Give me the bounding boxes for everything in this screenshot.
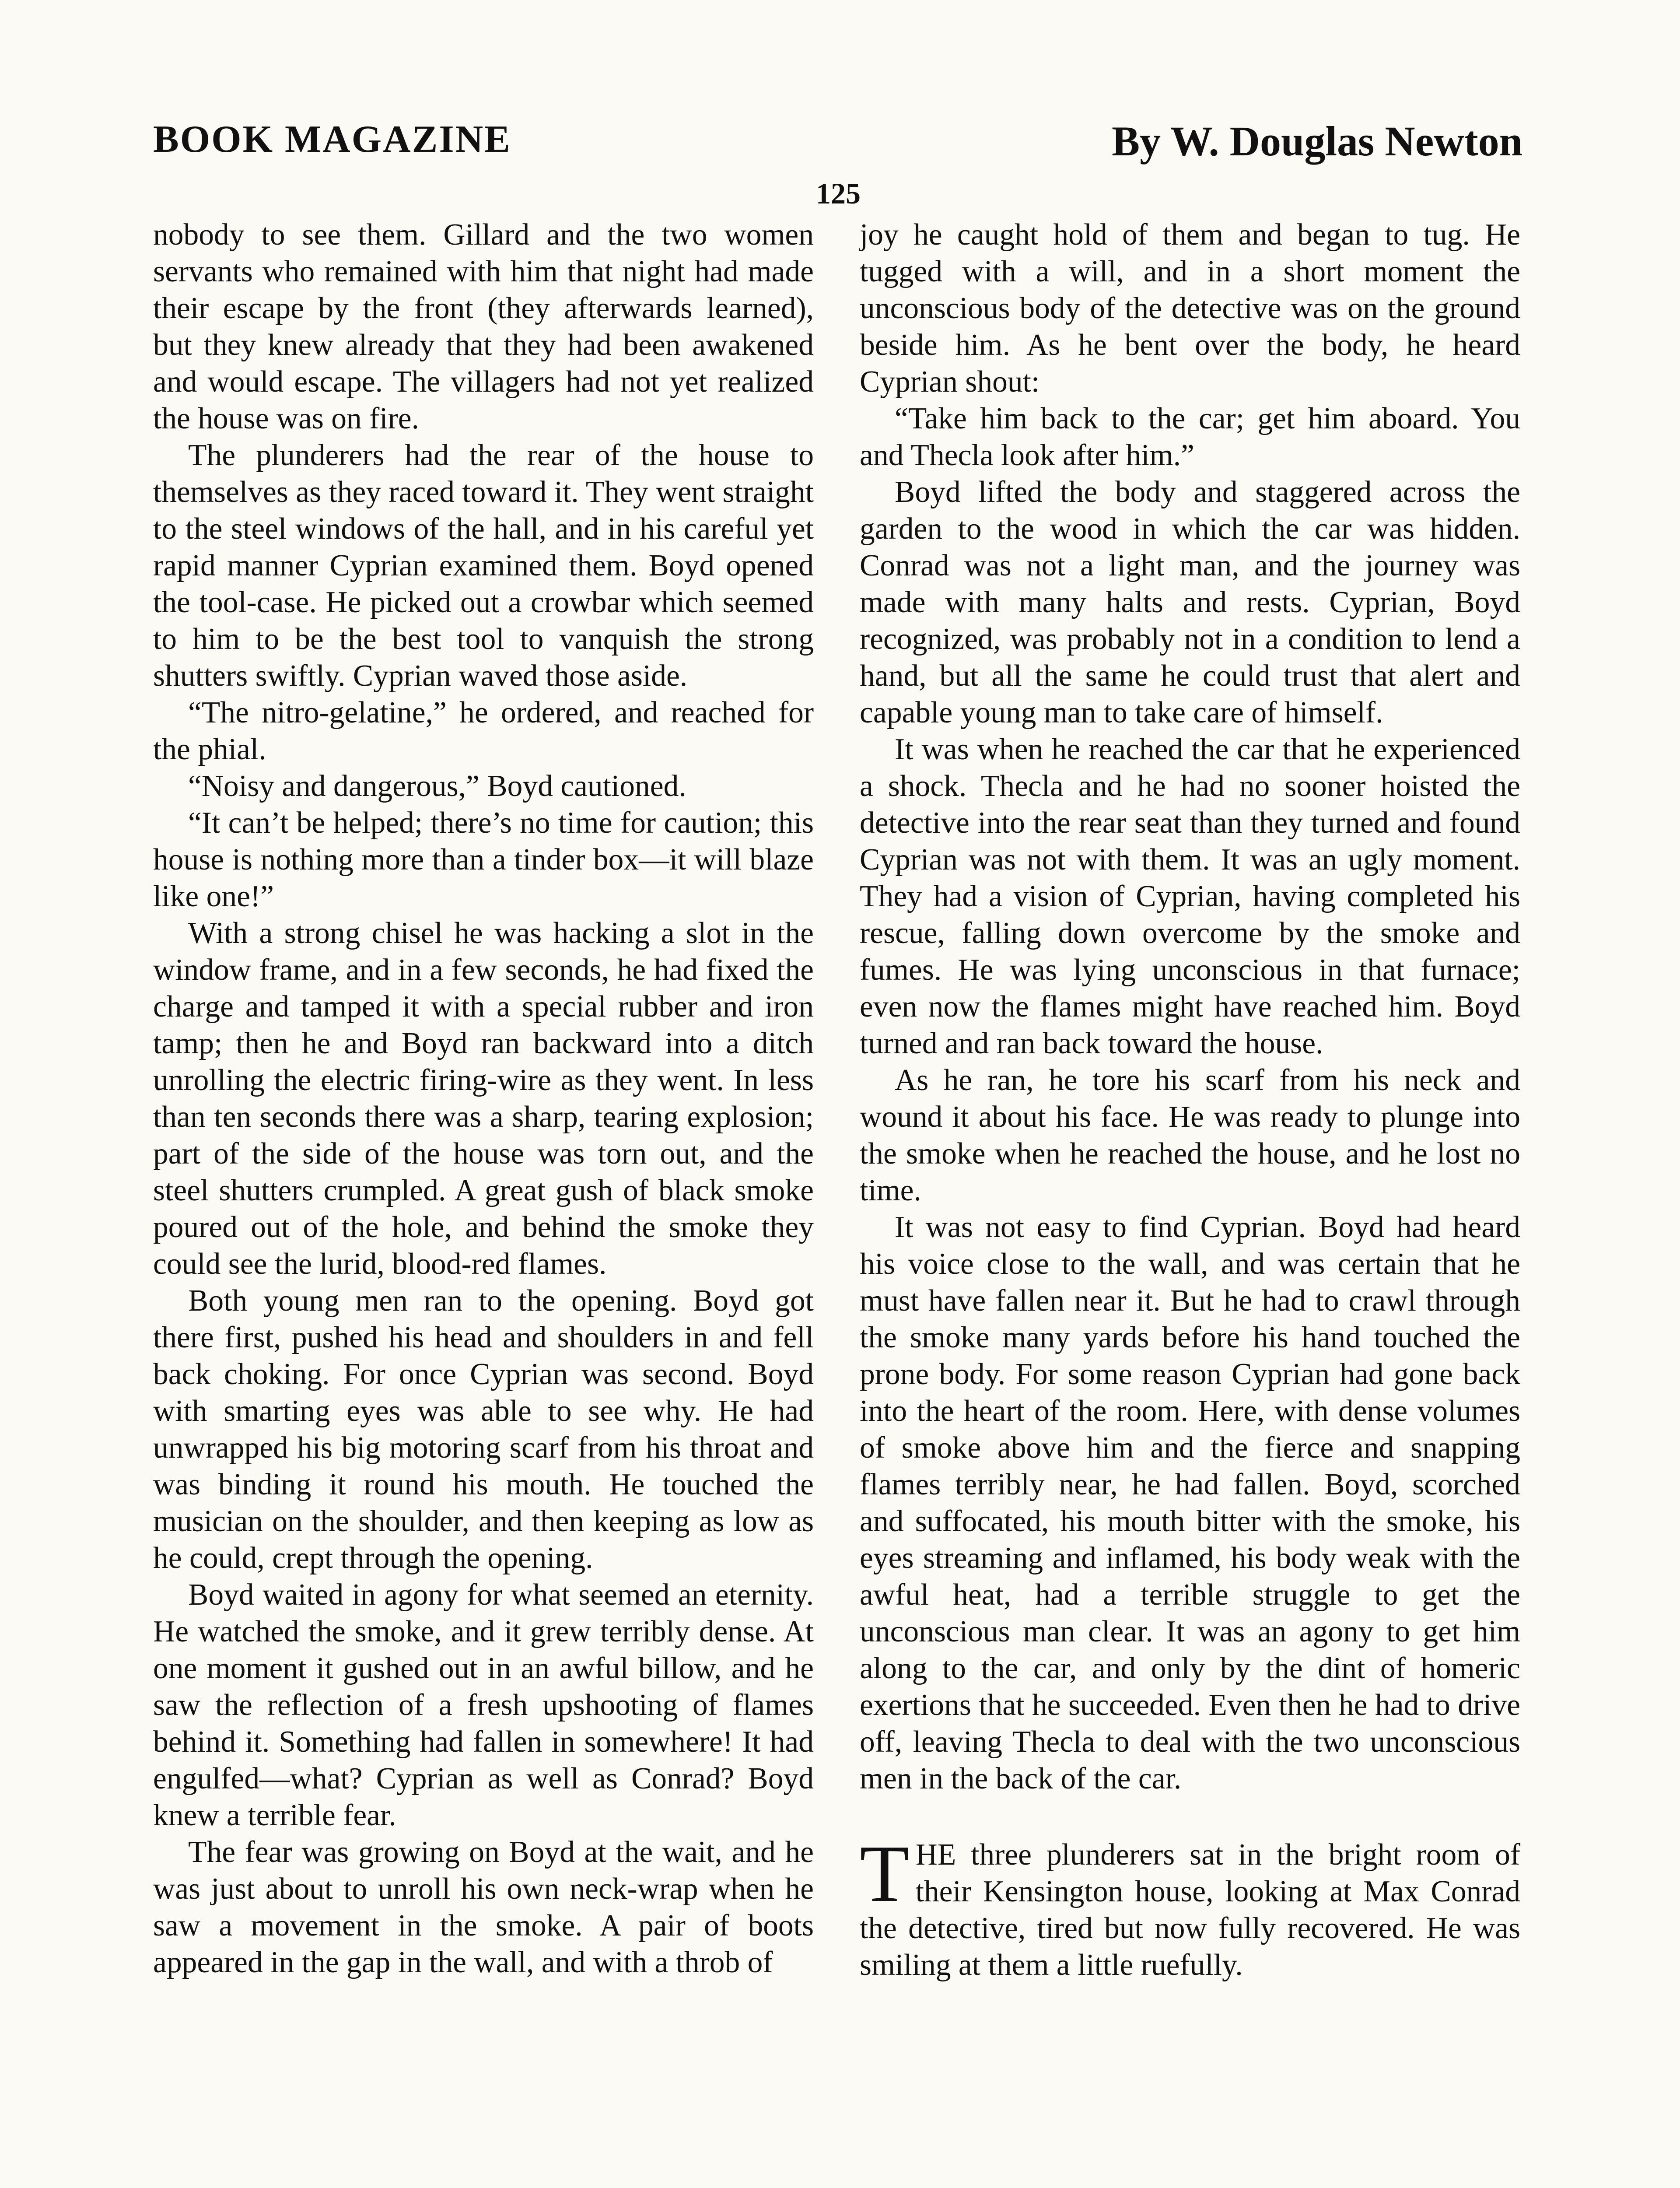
paragraph: It was when he reached the car that he experienced a shock. Thecla and he had no sooner hoisted the detective into the rear seat than they turned and found Cyprian was not with them. It was an ugly moment. They had a vision of Cyprian, having completed his rescue, falling down overcome by the smoke and fumes. He was lying unconscious in that furnace; even now the flames might have reached him. Boyd turned and ran back toward the house. <box>860 733 1520 1060</box>
section-opening-paragraph <box>860 1829 1520 1984</box>
paragraph: Both young men ran to the opening. Boyd got there first, pushed his head and shoulders in and fell back choking. For once Cyprian was second. Boyd with smarting eyes was able to see why. He had unwrapped his big motoring scarf from his throat and was binding it round his mouth. He touched the musician on the shoulder, and then keeping as low as he could, crept through the opening. <box>153 1284 814 1575</box>
page-number: 125 <box>816 177 861 210</box>
paragraph: “Take him back to the car; get him aboard. You and Thecla look after him.” <box>860 402 1520 472</box>
paragraph: joy he caught hold of them and began to tug. He tugged with a will, and in a short moment the unconscious body of the detective was on the ground beside him. As he bent over the body, he heard Cyprian shout: <box>860 218 1520 399</box>
magazine-title: BOOK MAGAZINE <box>153 118 511 161</box>
left-column <box>153 217 814 1981</box>
paragraph: With a strong chisel he was hacking a slot in the window frame, and in a few seconds, he had fixed the charge and tamped it with a special rubber and iron tamp; then he and Boyd ran backward into a ditch unrolling the electric firing-wire as they went. In less than ten seconds there was a sharp, tearing explosion; part of the side of the house was torn out, and the steel shutters crumpled. A great gush of black smoke poured out of the hole, and behind the smoke they could see the lurid, blood-red flames. <box>153 916 814 1281</box>
paragraph: Boyd waited in agony for what seemed an eternity. He watched the smoke, and it grew terribly dense. At one moment it gushed out in an awful billow, and he saw the reflection of a fresh upshooting of flames behind it. Something had fallen in somewhere! It had engulfed—what? Cyprian as well as Conrad? Boyd knew a terrible fear. <box>153 1578 814 1832</box>
paragraph: It was not easy to find Cyprian. Boyd had heard his voice close to the wall, and was certain that he must have fallen near it. But he had to crawl through the smoke many yards before his hand touched the prone body. For some reason Cyprian had gone back into the heart of the room. Here, with dense volumes of smoke above him and the fierce and snapping flames terribly near, he had fallen. Boyd, scorched and suffocated, his mouth bitter with the smoke, his eyes streaming and inflamed, his body weak with the awful heat, had a terrible struggle to get the unconscious man clear. It was an agony to get him along to the car, and only by the dint of homeric exertions that he succeeded. Even then he had to drive off, leaving Thecla to deal with the two unconscious men in the back of the car. <box>860 1210 1520 1795</box>
right-column <box>860 217 1520 1984</box>
paragraph: Boyd lifted the body and staggered across the garden to the wood in which the car was hidden. Conrad was not a light man, and the journey was made with many halts and rests. Cyprian, Boyd recognized, was probably not in a condition to lend a hand, but all the same he could trust that alert and capable young man to take care of himself. <box>860 475 1520 729</box>
paragraph: As he ran, he tore his scarf from his neck and wound it about his face. He was ready to plunge into the smoke when he reached the house, and he lost no time. <box>860 1063 1520 1207</box>
paragraph: The fear was growing on Boyd at the wait, and he was just about to unroll his own neck-wrap when he saw a movement in the smoke. A pair of boots appeared in the gap in the wall, and with a throb of <box>153 1835 814 1979</box>
paragraph: “The nitro-gelatine,” he ordered, and reached for the phial. <box>153 696 814 766</box>
paragraph: “Noisy and dangerous,” Boyd cautioned. <box>188 769 686 803</box>
paragraph: The plunderers had the rear of the house to themselves as they raced toward it. They went straight to the steel windows of the hall, and in his careful yet rapid manner Cyprian examined them. Boyd opened the tool-case. He picked out a crowbar which seemed to him to be the best tool to vanquish the strong shutters swiftly. Cyprian waved those aside. <box>153 438 814 693</box>
paragraph: nobody to see them. Gillard and the two women servants who remained with him that night had made their escape by the front (they afterwards learned), but they knew already that they had been awakened and would escape. The villagers had not yet realized the house was on fire. <box>153 218 814 435</box>
author-byline: By W. Douglas Newton <box>1112 118 1522 165</box>
drop-cap: T <box>860 1829 910 1919</box>
paragraph: “It can’t be helped; there’s no time for caution; this house is nothing more than a tinder box—it will blaze like one!” <box>153 806 814 913</box>
paragraph-text: HE three plunderers sat in the bright room of their Kensington house, looking at Max Conrad the detective, tired but now fully recovered. He was smiling at them a little ruefully. <box>860 1838 1520 1982</box>
